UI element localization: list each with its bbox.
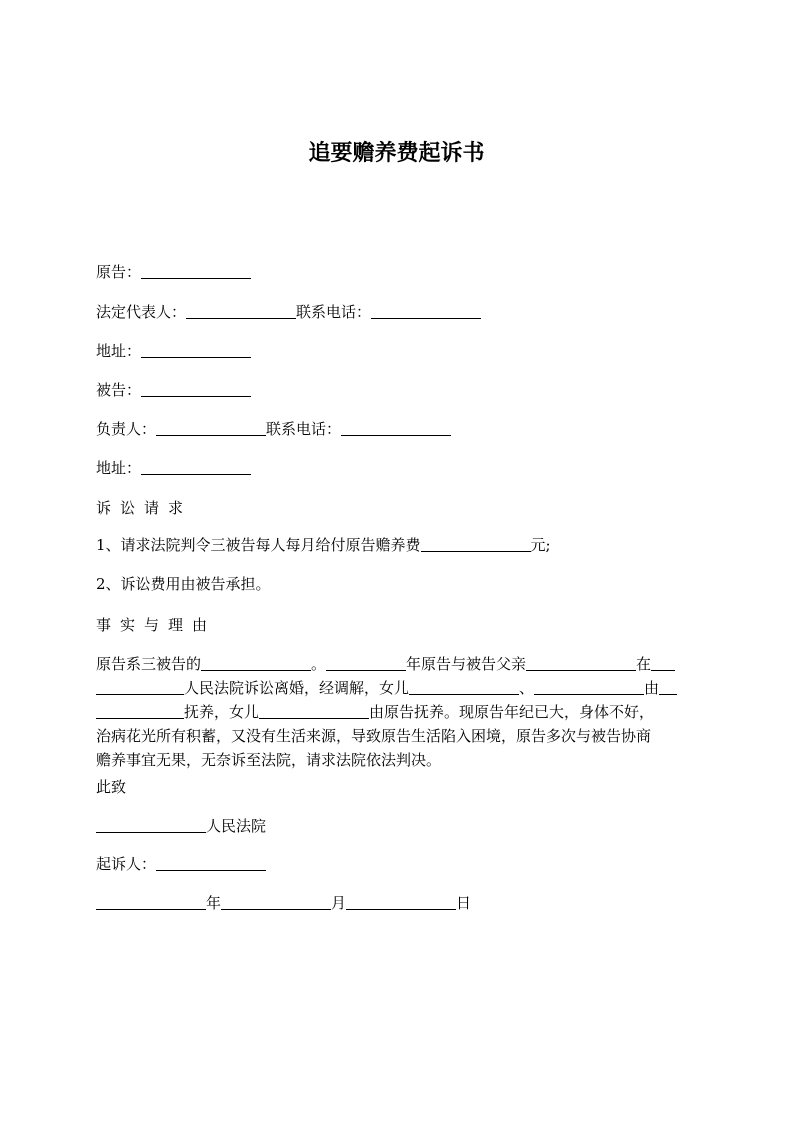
plaintiff-sign-blank[interactable]: [156, 854, 266, 871]
facts-text: 抚养，女儿: [184, 703, 260, 721]
court-addressee-line: [96, 814, 266, 838]
date-month-label: 月: [331, 894, 347, 912]
facts-text: 由: [644, 679, 660, 697]
facts-text: 年原告与被告父亲: [406, 655, 527, 673]
plaintiff-sign-line: [96, 852, 266, 876]
facts-text: 。: [311, 655, 327, 673]
year-blank[interactable]: [326, 654, 406, 671]
date-month-blank[interactable]: [221, 893, 331, 910]
plaintiff-sign-label: 起诉人：: [96, 855, 157, 873]
address-blank-2[interactable]: [141, 458, 251, 475]
facts-text: 在: [636, 655, 652, 673]
facts-text: 由原告抚养。现原告年纪已大，身体不好，: [369, 703, 655, 721]
date-year-blank[interactable]: [96, 893, 206, 910]
facts-text: 人民法院诉讼离婚，经调解，女儿: [184, 679, 410, 697]
guardian-blank-2[interactable]: [96, 702, 184, 719]
address-line-2: [96, 456, 251, 480]
defendant-label: 被告：: [96, 381, 142, 399]
claim-1: [96, 533, 551, 557]
legal-rep-blank[interactable]: [186, 302, 296, 319]
relationship-blank[interactable]: [201, 654, 311, 671]
facts-text: 、: [519, 679, 535, 697]
plaintiff-label: 原告：: [96, 263, 142, 281]
guardian-blank[interactable]: [659, 678, 677, 695]
document-title: 追要赡养费起诉书: [308, 141, 485, 166]
responsible-label: 负责人：: [96, 420, 157, 438]
alimony-amount-blank[interactable]: [421, 535, 531, 552]
phone-label-2: 联系电话：: [266, 420, 342, 438]
date-day-blank[interactable]: [346, 893, 456, 910]
court-addressee-blank[interactable]: [96, 816, 206, 833]
phone-blank[interactable]: [371, 302, 481, 319]
responsible-line: [96, 417, 451, 441]
claim-1-unit: 元;: [530, 536, 551, 554]
address-blank[interactable]: [141, 341, 251, 358]
facts-row-1: [96, 652, 698, 676]
date-year-label: 年: [206, 894, 222, 912]
facts-paragraph: [96, 652, 698, 772]
address-line: [96, 339, 251, 363]
daughter-3-blank[interactable]: [259, 702, 369, 719]
court-location-blank[interactable]: [651, 654, 675, 671]
address-label: 地址：: [96, 342, 142, 360]
court-suffix: 人民法院: [206, 817, 267, 835]
date-line: [96, 891, 471, 915]
claim-1-text: 1、请求法院判令三被告每人每月给付原告赡养费: [96, 536, 421, 554]
claim-2: 2、诉讼费用由被告承担。: [96, 575, 271, 593]
legal-rep-label: 法定代表人：: [96, 303, 187, 321]
daughter-1-blank[interactable]: [409, 678, 519, 695]
salutation: 此致: [96, 778, 127, 796]
facts-text: 原告系三被告的: [96, 655, 202, 673]
date-day-label: 日: [456, 894, 472, 912]
defendant-blank[interactable]: [141, 380, 251, 397]
phone-label: 联系电话：: [296, 303, 372, 321]
facts-heading: 事实与理由: [96, 616, 217, 634]
facts-row-5: 赡养事宜无果，无奈诉至法院，请求法院依法判决。: [96, 751, 442, 769]
court-name-blank[interactable]: [96, 678, 184, 695]
facts-row-4: 治病花光所有积蓄，又没有生活来源，导致原告生活陷入困境，原告多次与被告协商: [96, 727, 652, 745]
facts-row-3: [96, 700, 698, 724]
responsible-blank[interactable]: [156, 419, 266, 436]
daughter-2-blank[interactable]: [534, 678, 644, 695]
claims-heading: 诉讼请求: [96, 499, 193, 517]
plaintiff-line: [96, 260, 251, 284]
phone-blank-2[interactable]: [341, 419, 451, 436]
address-label-2: 地址：: [96, 459, 142, 477]
legal-rep-line: [96, 300, 481, 324]
father-name-blank[interactable]: [526, 654, 636, 671]
defendant-line: [96, 378, 251, 402]
plaintiff-blank[interactable]: [141, 262, 251, 279]
facts-row-2: [96, 676, 698, 700]
